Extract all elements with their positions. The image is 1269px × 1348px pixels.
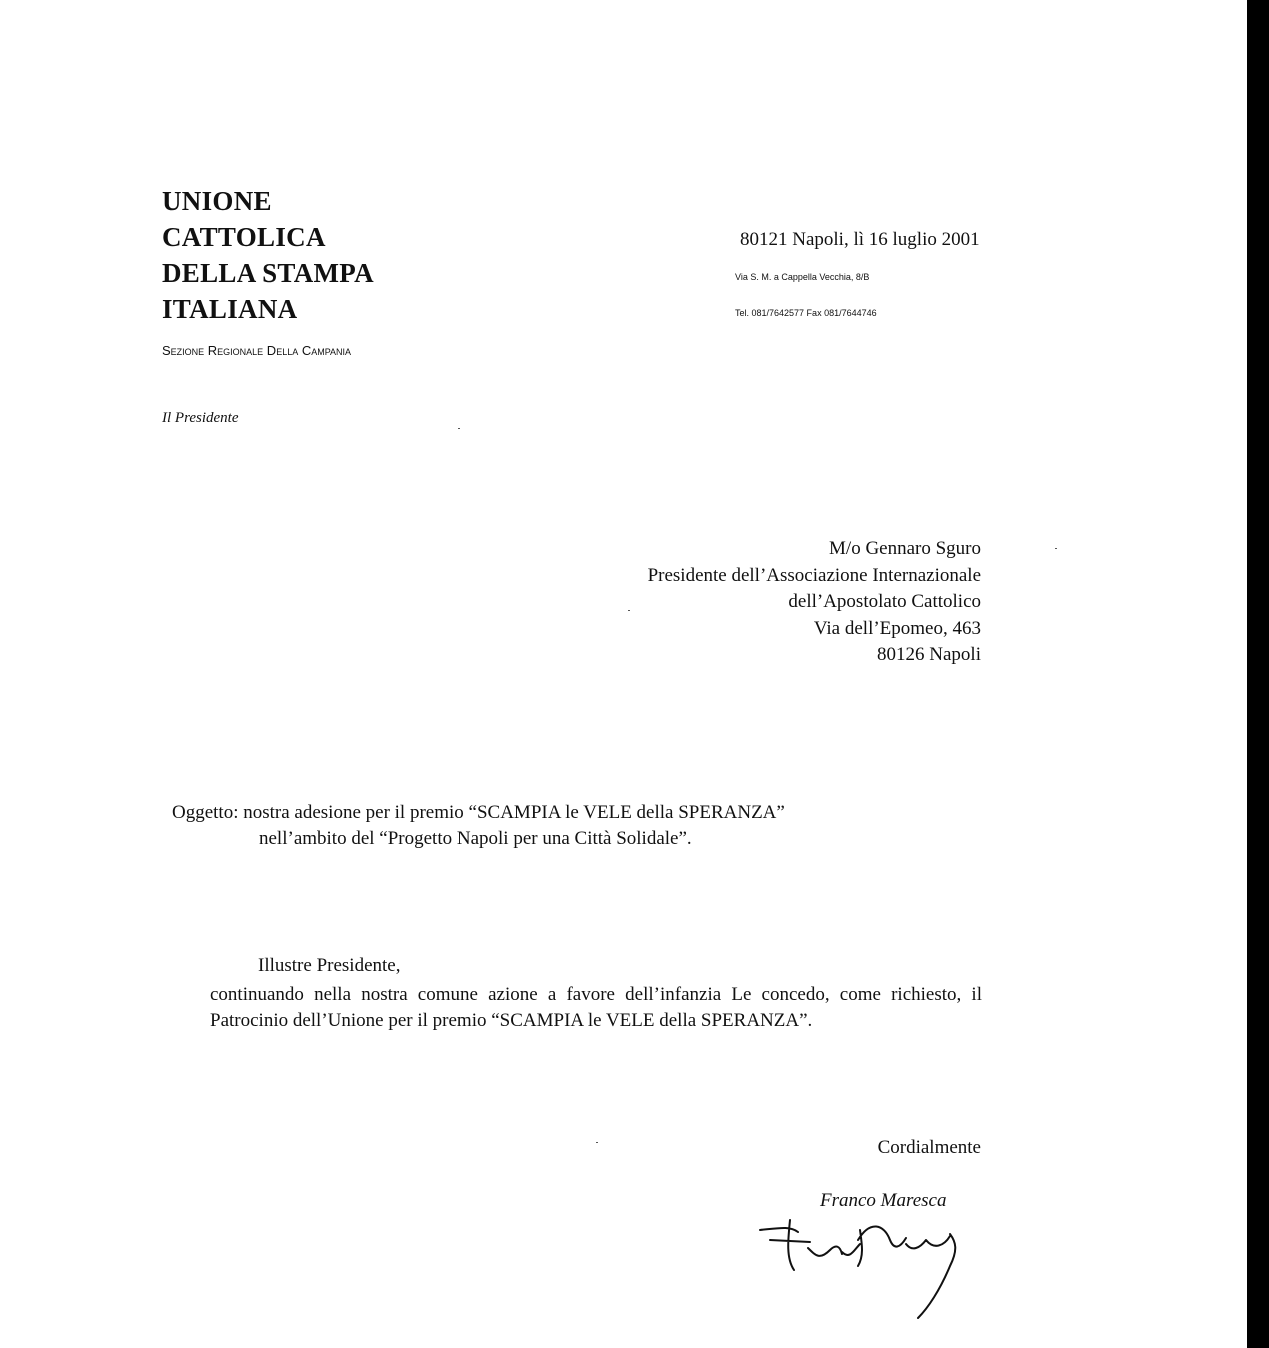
letter-body: continuando nella nostra comune azione a favore dell’infanzia Le concedo, come richiesto, il Patrocinio dell’Unione per il premio “SCAMPIA le VELE della SPERANZA”. (210, 984, 982, 1031)
org-line: CATTOLICA (162, 222, 326, 252)
salutation: Illustre Presidente, (258, 955, 401, 976)
recipient-line: Presidente dell’Associazione Internazionale (647, 564, 981, 586)
sender-role: Il Presidente (162, 410, 239, 426)
recipient-line: dell’Apostolato Cattolico (788, 591, 981, 612)
regional-section-text: Sezione Regionale Della Campania (162, 343, 352, 358)
place-date: 80121 Napoli, lì 16 luglio 2001 (740, 229, 980, 250)
subject-line: nell’ambito del “Progetto Napoli per una Città Solidale”. (259, 828, 692, 849)
scan-speck (458, 428, 460, 429)
organization-name (162, 183, 374, 327)
sender-address: Via S. M. a Cappella Vecchia, 8/B (735, 272, 870, 282)
recipient-line: 80126 Napoli (877, 644, 981, 665)
scan-edge-bar (1247, 0, 1269, 1348)
recipient-line: M/o Gennaro Sguro (829, 538, 981, 559)
scan-speck (1055, 548, 1057, 549)
sender-phone-fax: Tel. 081/7642577 Fax 081/7644746 (735, 308, 877, 318)
signer-name: Franco Maresca (820, 1190, 947, 1211)
org-line: DELLA STAMPA (162, 258, 374, 288)
subject-block (172, 800, 785, 852)
scan-speck (628, 610, 630, 611)
recipient-line: Via dell’Epomeo, 463 (813, 617, 981, 639)
org-line: UNIONE (162, 186, 272, 216)
closing: Cordialmente (877, 1137, 981, 1158)
recipient-block (648, 536, 981, 669)
scan-speck (596, 1142, 598, 1143)
handwritten-signature (750, 1200, 980, 1320)
regional-section (162, 343, 351, 358)
org-line: ITALIANA (162, 294, 298, 324)
subject-line: Oggetto: nostra adesione per il premio “SCAMPIA le VELE della SPERANZA” (172, 802, 785, 823)
